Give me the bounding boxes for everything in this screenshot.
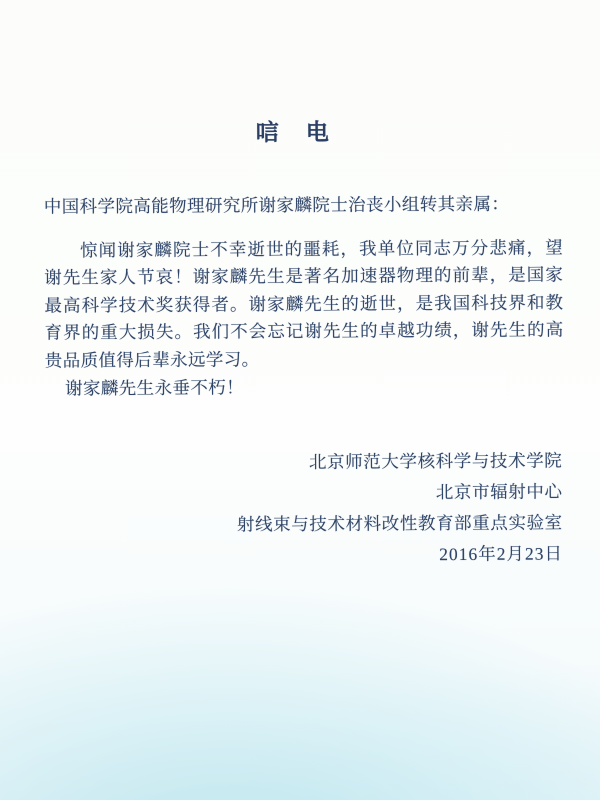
salutation-line: 中国科学院高能物理研究所谢家麟院士治丧小组转其亲属： [43, 193, 510, 217]
body-paragraph: 惊闻谢家麟院士不幸逝世的噩耗，我单位同志万分悲痛，望谢先生家人节哀！谢家麟先生是著名加速器物理的前辈，是国家最高科学技术奖获得者。谢家麟先生的逝世，是我国科技界和教育界的重大损失。我们不会忘记谢先生的卓越功绩，谢先生的高贵品质值得后辈永远学习。 [44, 236, 564, 371]
date-line: 2016年2月23日 [439, 543, 564, 565]
signatory-org-line: 射线束与技术材料改性教育部重点实验室 [236, 512, 563, 535]
closing-tribute-paragraph: 谢家麟先生永垂不朽！ [64, 376, 245, 398]
document-title: 唁 电 [255, 119, 331, 146]
letter-body [44, 190, 564, 402]
signature-block [236, 445, 563, 571]
signatory-org-line: 北京市辐射中心 [435, 481, 563, 503]
signatory-org-line: 北京师范大学核科学与技术学院 [308, 450, 563, 472]
